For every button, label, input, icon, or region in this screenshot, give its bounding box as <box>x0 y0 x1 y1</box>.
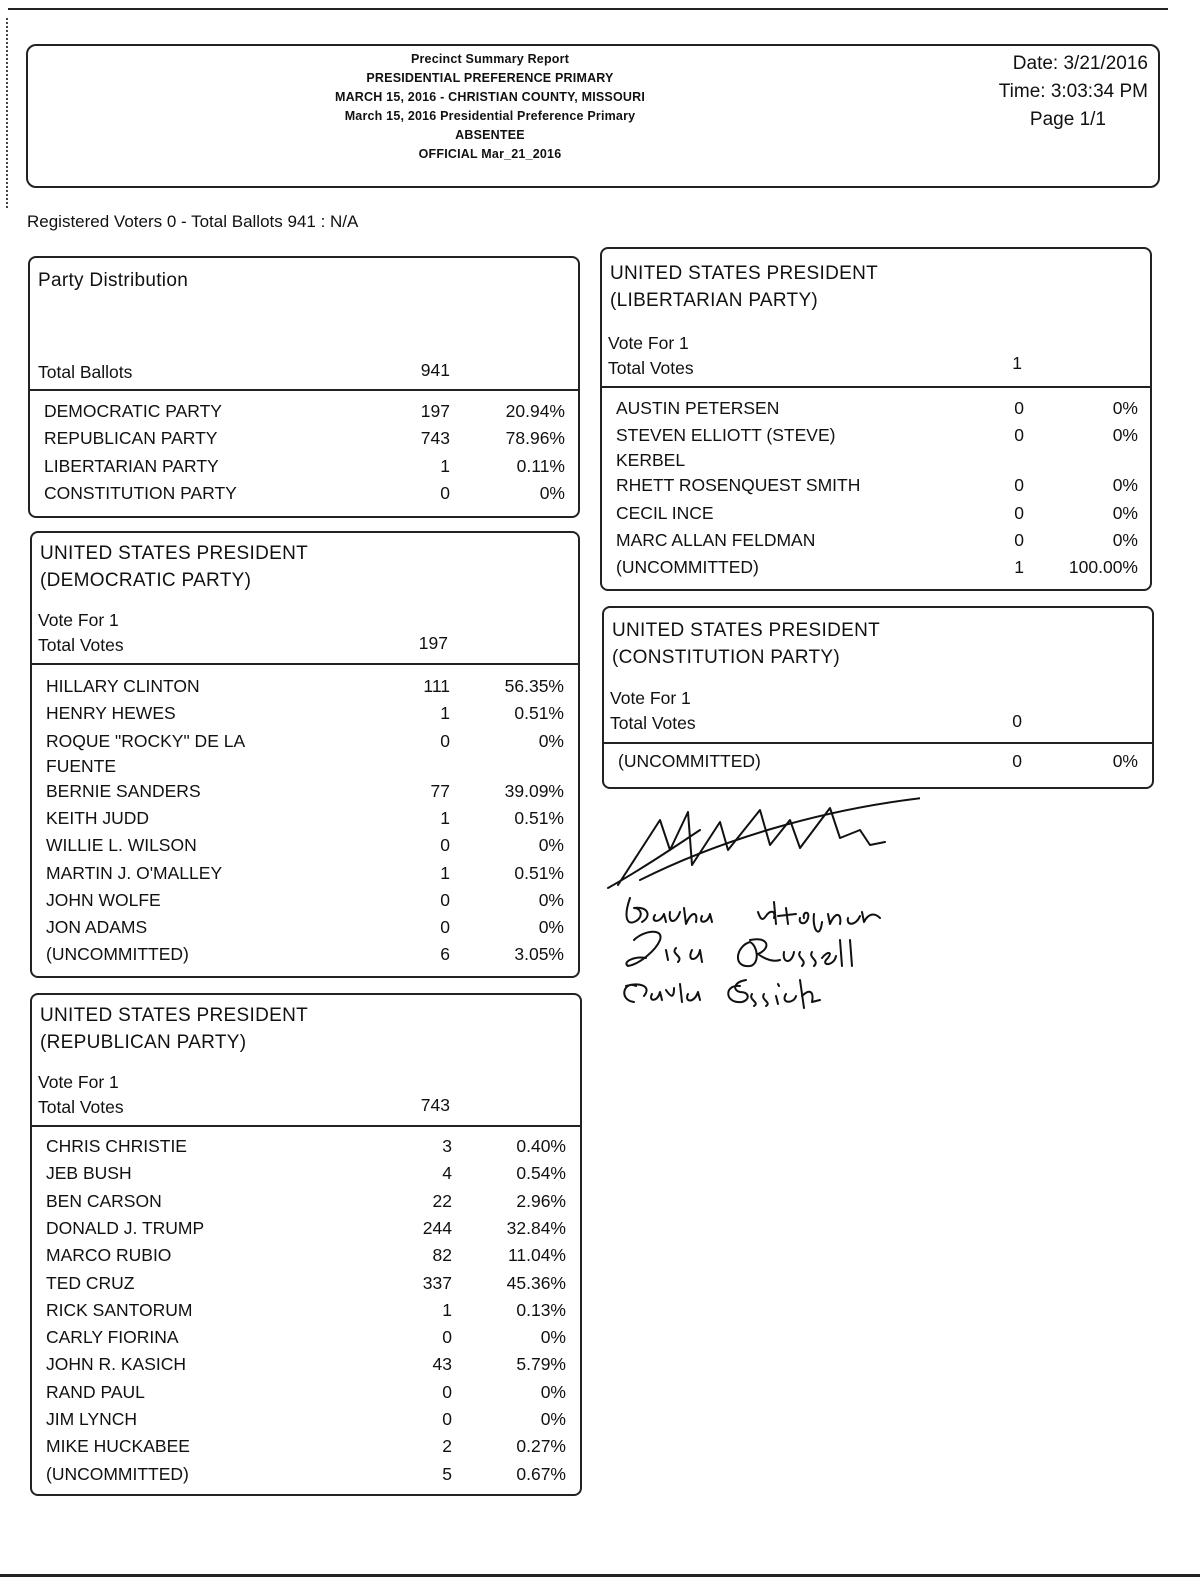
table-row <box>32 1461 580 1488</box>
vote-percent: 0% <box>1112 502 1138 523</box>
table-row <box>32 1297 580 1324</box>
vote-percent: 0% <box>538 730 564 751</box>
republican-contest-box <box>30 993 582 1496</box>
vote-count: 22 <box>432 1190 452 1211</box>
democratic-total-votes-value: 197 <box>418 633 448 653</box>
candidate-name: RHETT ROSENQUEST SMITH <box>616 475 861 496</box>
vote-count: 82 <box>432 1245 452 1266</box>
vote-percent: 0% <box>1112 529 1138 550</box>
candidate-name: RICK SANTORUM <box>46 1299 193 1320</box>
republican-total-votes-value: 743 <box>420 1095 450 1115</box>
scan-bottom-line <box>0 1574 1200 1577</box>
vote-count: 5 <box>442 1463 452 1484</box>
table-row <box>32 673 578 700</box>
vote-count: 3 <box>442 1136 452 1156</box>
table-row <box>32 1160 580 1187</box>
table-row <box>30 480 578 507</box>
democratic-contest-title: UNITED STATES PRESIDENT <box>40 543 309 564</box>
report-title: Precinct Summary Report <box>410 52 570 66</box>
table-row <box>32 805 578 832</box>
constitution-total-votes-value: 0 <box>1012 711 1022 731</box>
vote-percent: 0% <box>538 917 564 938</box>
candidate-name: MARTIN J. O'MALLEY <box>46 862 223 883</box>
vote-percent: 39.09% <box>504 780 564 801</box>
candidate-name: JOHN R. KASICH <box>46 1354 187 1375</box>
candidate-name-continued: KERBEL <box>616 450 686 471</box>
ballot-type: ABSENTEE <box>455 128 525 142</box>
vote-percent: 78.96% <box>505 428 565 449</box>
vote-count: 0 <box>1014 529 1024 550</box>
candidate-name: WILLIE L. WILSON <box>46 835 197 856</box>
vote-count: 43 <box>432 1354 452 1375</box>
election-subtitle: March 15, 2016 Presidential Preference Primary <box>344 109 636 123</box>
section-divider <box>604 742 1152 744</box>
table-row <box>32 1351 580 1378</box>
vote-count: 0 <box>1014 475 1024 496</box>
report-date: Date: 3/21/2016 <box>1012 53 1148 74</box>
vote-percent: 11.04% <box>507 1245 566 1266</box>
candidate-name-continued: FUENTE <box>46 755 116 776</box>
vote-percent: 0.67% <box>516 1463 566 1484</box>
vote-count: 2 <box>442 1436 452 1457</box>
vote-percent: 0.11% <box>516 455 565 476</box>
vote-count: 0 <box>440 482 450 503</box>
republican-vote-for: Vote For 1 <box>38 1072 119 1092</box>
table-row <box>30 398 578 425</box>
vote-percent: 0% <box>1112 751 1138 771</box>
table-row <box>32 778 578 805</box>
vote-percent: 0% <box>1112 398 1138 418</box>
vote-count: 743 <box>420 428 450 449</box>
republican-contest-subtitle: (REPUBLICAN PARTY) <box>40 1032 247 1053</box>
candidate-name: STEVEN ELLIOTT (STEVE) <box>616 425 836 446</box>
official-signatures <box>600 790 920 1030</box>
table-row <box>32 1188 580 1215</box>
candidate-name: JOHN WOLFE <box>46 889 161 910</box>
candidate-name: CHRIS CHRISTIE <box>46 1136 187 1156</box>
section-divider <box>602 386 1150 388</box>
scan-top-line <box>8 8 1168 10</box>
table-row <box>32 1324 580 1351</box>
vote-count: 1 <box>440 807 450 828</box>
report-header-meta <box>999 50 1148 134</box>
libertarian-contest-box <box>600 247 1152 591</box>
table-row <box>32 941 578 968</box>
vote-percent: 56.35% <box>504 676 564 696</box>
party-distribution-title: Party Distribution <box>38 270 189 291</box>
table-row <box>32 887 578 914</box>
libertarian-total-votes-label: Total Votes <box>608 358 694 378</box>
candidate-name: (UNCOMMITTED) <box>618 751 761 771</box>
democratic-contest-subtitle: (DEMOCRATIC PARTY) <box>40 570 252 591</box>
table-row <box>602 472 1150 499</box>
candidate-name: CONSTITUTION PARTY <box>44 482 237 503</box>
candidate-name: (UNCOMMITTED) <box>46 944 189 965</box>
vote-percent: 0% <box>540 1409 566 1429</box>
report-header-title-block <box>230 50 750 164</box>
vote-percent: 2.96% <box>516 1190 566 1211</box>
candidate-name: BEN CARSON <box>46 1190 162 1211</box>
vote-percent: 0.54% <box>516 1163 566 1184</box>
vote-count: 0 <box>440 835 450 856</box>
table-row <box>32 832 578 859</box>
vote-percent: 0% <box>540 1381 566 1402</box>
candidate-name: LIBERTARIAN PARTY <box>44 455 219 476</box>
candidate-name: DEMOCRATIC PARTY <box>44 401 222 421</box>
candidate-name: JEB BUSH <box>46 1163 132 1184</box>
vote-count: 0 <box>442 1381 452 1402</box>
table-row <box>32 700 578 727</box>
vote-count: 1 <box>440 703 450 724</box>
candidate-name: AUSTIN PETERSEN <box>616 398 780 418</box>
vote-count: 0 <box>1014 425 1024 446</box>
vote-count: 1 <box>1014 557 1024 578</box>
vote-count: 0 <box>442 1409 452 1429</box>
libertarian-contest-title: UNITED STATES PRESIDENT <box>610 263 879 284</box>
vote-count: 4 <box>442 1163 452 1184</box>
candidate-name: JON ADAMS <box>46 917 148 938</box>
table-row <box>32 1133 580 1160</box>
vote-percent: 0% <box>1112 475 1138 496</box>
vote-count: 244 <box>422 1217 452 1238</box>
total-ballots-value: 941 <box>420 360 450 380</box>
libertarian-contest-subtitle: (LIBERTARIAN PARTY) <box>610 290 819 311</box>
vote-count: 0 <box>440 889 450 910</box>
vote-count: 0 <box>442 1327 452 1348</box>
vote-count: 0 <box>1012 751 1022 771</box>
party-distribution-box <box>28 256 580 518</box>
constitution-total-votes-label: Total Votes <box>610 713 696 733</box>
candidate-name: DONALD J. TRUMP <box>46 1217 205 1238</box>
candidate-name: CECIL INCE <box>616 502 714 523</box>
signature-scribbles <box>600 790 920 1030</box>
table-row <box>30 453 578 480</box>
vote-count: 0 <box>440 917 450 938</box>
table-row <box>602 527 1150 554</box>
candidate-name: RAND PAUL <box>46 1381 145 1402</box>
vote-count: 0 <box>1014 398 1024 418</box>
table-row <box>32 1406 580 1433</box>
vote-count: 6 <box>440 944 450 965</box>
candidate-name: REPUBLICAN PARTY <box>44 428 218 449</box>
report-time: Time: 3:03:34 PM <box>998 81 1148 102</box>
candidate-name: HILLARY CLINTON <box>46 676 200 696</box>
candidate-name: HENRY HEWES <box>46 703 176 724</box>
election-date-place: MARCH 15, 2016 - CHRISTIAN COUNTY, MISSOURI <box>334 90 646 104</box>
constitution-vote-for: Vote For 1 <box>610 688 691 708</box>
vote-percent: 0% <box>538 889 564 910</box>
table-row <box>32 728 578 776</box>
vote-percent: 45.36% <box>506 1272 566 1293</box>
vote-percent: 0% <box>539 482 565 503</box>
table-row <box>32 860 578 887</box>
table-row <box>602 500 1150 527</box>
table-row <box>32 1215 580 1242</box>
vote-count: 1 <box>440 455 450 476</box>
candidate-name: MIKE HUCKABEE <box>46 1436 190 1457</box>
table-row <box>602 554 1150 581</box>
vote-percent: 100.00% <box>1068 557 1138 578</box>
table-row <box>604 748 1152 775</box>
vote-count: 1 <box>442 1299 452 1320</box>
vote-percent: 0.51% <box>514 862 564 883</box>
vote-count: 0 <box>1014 502 1024 523</box>
vote-count: 77 <box>430 780 450 801</box>
section-divider <box>32 1125 580 1127</box>
vote-count: 111 <box>423 676 450 696</box>
democratic-total-votes-label: Total Votes <box>38 635 124 655</box>
vote-percent: 0% <box>540 1327 566 1348</box>
democratic-vote-for: Vote For 1 <box>38 610 119 630</box>
candidate-name: MARC ALLAN FELDMAN <box>616 529 816 550</box>
candidate-name: (UNCOMMITTED) <box>616 557 759 578</box>
vote-percent: 0.51% <box>514 703 564 724</box>
table-row <box>32 914 578 941</box>
total-ballots-label: Total Ballots <box>38 362 133 382</box>
vote-count: 337 <box>422 1272 452 1293</box>
scan-left-dots <box>6 18 8 208</box>
vote-percent: 0.27% <box>516 1436 566 1457</box>
candidate-name: BERNIE SANDERS <box>46 780 201 801</box>
report-status: OFFICIAL Mar_21_2016 <box>418 147 562 161</box>
table-row <box>602 395 1150 422</box>
vote-percent: 0.13% <box>516 1299 566 1320</box>
candidate-name: KEITH JUDD <box>46 807 150 828</box>
section-divider <box>30 389 578 391</box>
report-page: Page 1/1 <box>1029 109 1106 130</box>
democratic-contest-box <box>30 531 580 978</box>
vote-count: 197 <box>420 401 450 421</box>
vote-percent: 3.05% <box>514 944 564 965</box>
table-row <box>32 1433 580 1460</box>
candidate-name: (UNCOMMITTED) <box>46 1463 189 1484</box>
registered-voters-line: Registered Voters 0 - Total Ballots 941 : N/A <box>27 212 359 231</box>
vote-percent: 0.51% <box>514 807 564 828</box>
vote-percent: 0% <box>1112 425 1138 446</box>
table-row <box>32 1242 580 1269</box>
constitution-contest-subtitle: (CONSTITUTION PARTY) <box>612 647 841 668</box>
election-name: PRESIDENTIAL PREFERENCE PRIMARY <box>366 71 614 85</box>
vote-percent: 0.40% <box>516 1136 566 1156</box>
section-divider <box>32 663 578 665</box>
table-row <box>30 425 578 452</box>
vote-count: 1 <box>440 862 450 883</box>
vote-percent: 0% <box>538 835 564 856</box>
candidate-name: ROQUE "ROCKY" DE LA <box>46 730 246 751</box>
table-row <box>602 422 1150 471</box>
table-row <box>32 1379 580 1406</box>
constitution-contest-title: UNITED STATES PRESIDENT <box>612 620 881 641</box>
vote-percent: 5.79% <box>516 1354 566 1375</box>
republican-total-votes-label: Total Votes <box>38 1097 124 1117</box>
candidate-name: JIM LYNCH <box>46 1409 138 1429</box>
republican-contest-title: UNITED STATES PRESIDENT <box>40 1005 309 1026</box>
libertarian-total-votes-value: 1 <box>1012 353 1022 373</box>
candidate-name: CARLY FIORINA <box>46 1327 179 1348</box>
candidate-name: MARCO RUBIO <box>46 1245 172 1266</box>
table-row <box>32 1270 580 1297</box>
vote-percent: 32.84% <box>506 1217 566 1238</box>
vote-percent: 20.94% <box>505 401 565 421</box>
vote-count: 0 <box>440 730 450 751</box>
libertarian-vote-for: Vote For 1 <box>608 333 689 353</box>
constitution-contest-box <box>602 606 1154 789</box>
candidate-name: TED CRUZ <box>46 1272 135 1293</box>
